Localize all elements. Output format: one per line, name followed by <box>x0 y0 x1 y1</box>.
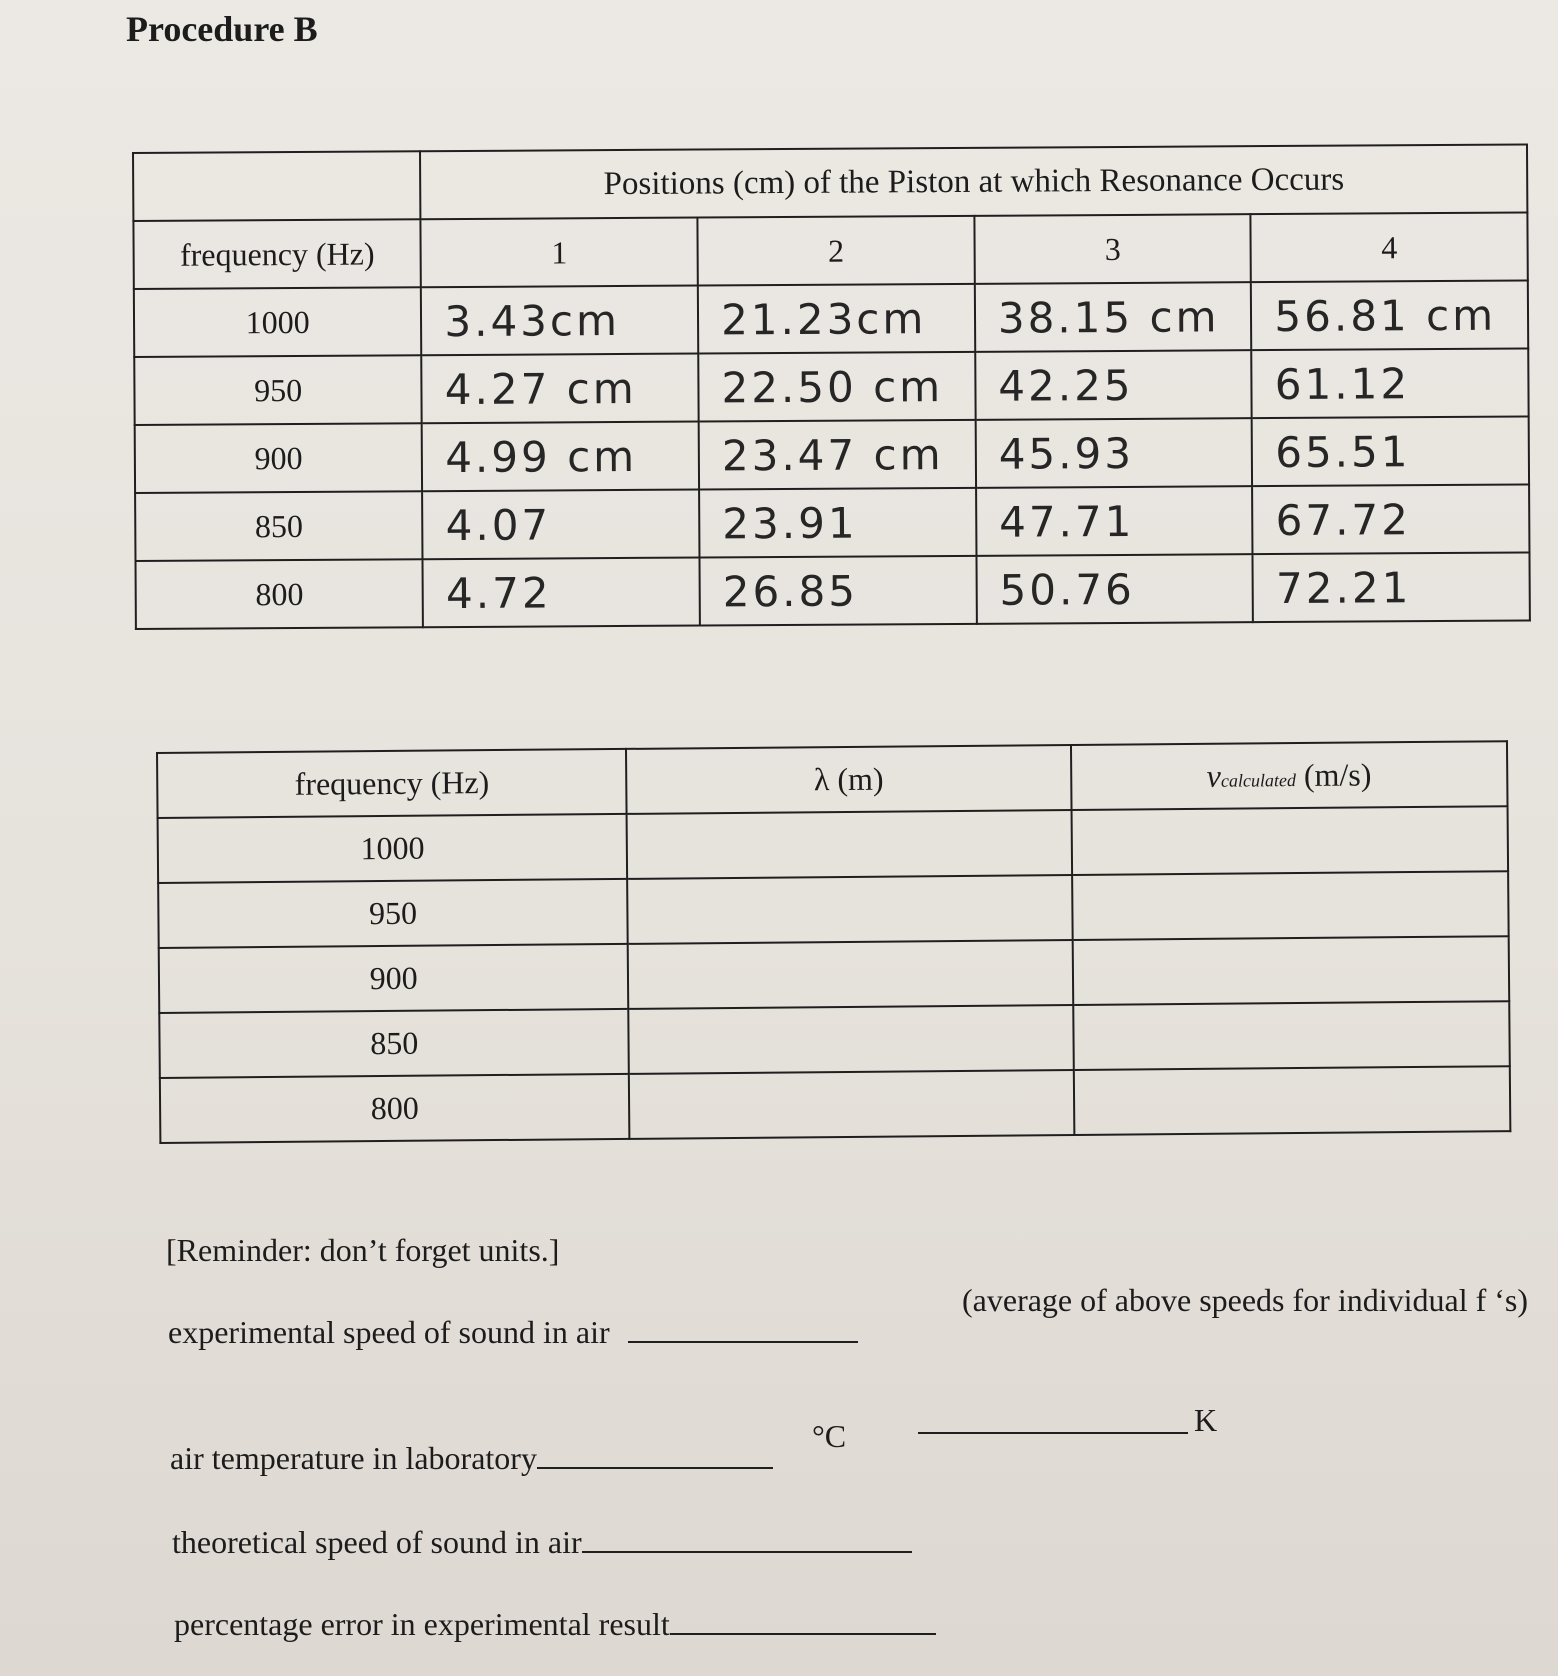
table-row <box>135 552 1529 629</box>
position-cell: 38.15 cm <box>975 282 1252 352</box>
position-cell: 4.72 <box>423 558 700 628</box>
table-row <box>135 484 1529 561</box>
percent-error-label: percentage error in experimental result <box>174 1606 670 1642</box>
percent-error-blank[interactable] <box>670 1633 936 1635</box>
frequency-cell: 800 <box>160 1074 630 1143</box>
freq-column-header: frequency (Hz) <box>133 219 421 289</box>
position-cell: 22.50 cm <box>698 352 975 422</box>
table-row <box>159 1001 1510 1078</box>
speed-column-header <box>1071 741 1508 810</box>
position-cell: 47.71 <box>976 486 1253 556</box>
position-cell: 23.91 <box>699 488 976 558</box>
table-row <box>159 936 1510 1013</box>
position-cell: 65.51 <box>1252 416 1529 486</box>
position-cell: 4.99 cm <box>422 422 699 492</box>
frequency-cell: 850 <box>135 491 423 561</box>
wavelength-speed-table <box>156 740 1511 1144</box>
table-row <box>160 1066 1511 1143</box>
position-cell: 4.07 <box>422 490 699 560</box>
celsius-blank[interactable] <box>537 1467 773 1469</box>
units-reminder: [Reminder: don’t forget units.] <box>166 1232 560 1268</box>
column-number: 3 <box>974 214 1251 284</box>
table-row <box>158 806 1509 883</box>
table-corner-cell <box>133 151 421 221</box>
theoretical-speed-row <box>172 1524 912 1561</box>
air-temperature-label: air temperature in laboratory <box>170 1440 537 1476</box>
wavelength-cell[interactable] <box>629 1005 1074 1074</box>
position-cell: 21.23cm <box>698 284 975 354</box>
frequency-cell: 900 <box>135 423 423 493</box>
frequency-cell: 900 <box>159 944 629 1013</box>
table-row <box>134 348 1528 425</box>
position-cell: 67.72 <box>1252 484 1529 554</box>
page-title: Procedure B <box>126 9 318 49</box>
percent-error-row <box>174 1606 936 1643</box>
kelvin-blank[interactable] <box>918 1432 1188 1434</box>
speed-cell[interactable] <box>1072 871 1509 940</box>
wavelength-cell[interactable] <box>629 1070 1074 1139</box>
position-cell: 3.43cm <box>421 286 698 356</box>
resonance-positions-table <box>132 143 1531 630</box>
table-row <box>135 416 1529 493</box>
position-cell: 56.81 cm <box>1251 280 1528 350</box>
wavelength-cell[interactable] <box>627 810 1072 879</box>
position-cell: 50.76 <box>976 554 1253 624</box>
speed-symbol: v <box>1206 757 1222 794</box>
position-cell: 45.93 <box>976 418 1253 488</box>
freq-column-header: frequency (Hz) <box>157 749 627 818</box>
experimental-speed-label: experimental speed of sound in air <box>168 1314 610 1350</box>
table-header: Positions (cm) of the Piston at which Resonance Occurs <box>420 144 1527 219</box>
speed-cell[interactable] <box>1073 1066 1510 1135</box>
experimental-speed-note: (average of above speeds for individual f ‘s) <box>962 1282 1528 1318</box>
speed-cell[interactable] <box>1073 1001 1510 1070</box>
table-row <box>158 871 1509 948</box>
theoretical-speed-label: theoretical speed of sound in air <box>172 1524 582 1560</box>
wavelength-cell[interactable] <box>628 940 1073 1009</box>
theoretical-speed-blank[interactable] <box>582 1551 912 1553</box>
speed-subscript: calculated <box>1220 770 1297 791</box>
wavelength-column-header: λ (m) <box>626 745 1071 814</box>
position-cell: 72.21 <box>1253 552 1530 622</box>
air-temperature-row <box>170 1440 773 1477</box>
position-cell: 61.12 <box>1252 348 1529 418</box>
column-number: 1 <box>421 218 698 288</box>
column-number: 2 <box>697 216 974 286</box>
frequency-cell: 1000 <box>134 287 422 357</box>
frequency-cell: 1000 <box>158 814 628 883</box>
position-cell: 4.27 cm <box>422 354 699 424</box>
speed-unit: (m/s) <box>1303 756 1372 793</box>
celsius-unit: °C <box>812 1418 847 1454</box>
table-row <box>134 280 1528 357</box>
experimental-speed-row <box>168 1314 858 1351</box>
wavelength-cell[interactable] <box>627 875 1072 944</box>
frequency-cell: 950 <box>158 879 628 948</box>
position-cell: 26.85 <box>700 556 977 626</box>
column-number: 4 <box>1251 212 1528 282</box>
kelvin-unit: K <box>1194 1402 1218 1438</box>
position-cell: 42.25 <box>975 350 1252 420</box>
frequency-cell: 800 <box>135 559 423 629</box>
experimental-speed-blank[interactable] <box>628 1341 858 1343</box>
speed-cell[interactable] <box>1071 806 1508 875</box>
position-cell: 23.47 cm <box>699 420 976 490</box>
frequency-cell: 850 <box>159 1009 629 1078</box>
frequency-cell: 950 <box>134 355 422 425</box>
speed-cell[interactable] <box>1072 936 1509 1005</box>
